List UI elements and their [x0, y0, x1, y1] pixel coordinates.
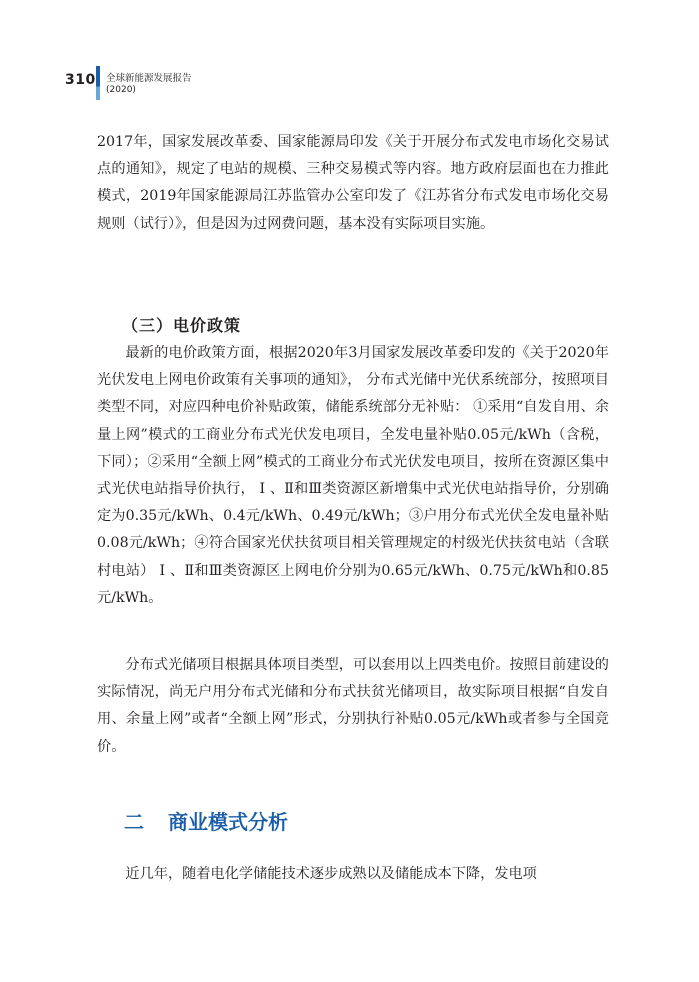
page-header	[65, 66, 365, 100]
paragraph-1: 2017年，国家发展改革委、国家能源局印发《关于开展分布式发电市场化交易试点的通知》，规定了电站的规模、三种交易模式等内容。地方政府层面也在力推此模式，2019年国家能源局江苏监管办公室印发了《江苏省分布式发电市场化交易规则（试行）》，但是因为过网费问题，基本没有实际项目实施。	[97, 134, 609, 232]
section-title: 商业模式分析	[168, 810, 288, 834]
header-accent-bar	[96, 66, 100, 100]
paragraph-4: 近几年，随着电化学储能技术逐步成熟以及储能成本下降，发电项	[125, 866, 537, 882]
paragraph-2: 最新的电价政策方面，根据2020年3月国家发展改革委印发的《关于2020年光伏发电上网电价政策有关事项的通知》， 分布式光储中光伏系统部分，按照项目类型不同，对应四种电价补贴政策，储能系统部分无补贴： ①采用“自发自用、余量上网”模式的工商业分布式光伏发电项目，全发电量补贴0.05元/kWh（含税，下同）；②采用“全额上网”模式的工商业分布式光伏发电项目，按所在资源区集中式光伏电站指导价执行， Ⅰ 、Ⅱ和Ⅲ类资源区新增集中式光伏电站指导价，分别确定为0.35元/kWh、0.4元/kWh、0.49元/kWh；③户用分布式光伏全发电量补贴0.08元/kWh；④符合国家光伏扶贫项目相关管理规定的村级光伏扶贫电站（含联村电站） Ⅰ 、Ⅱ和Ⅲ类资源区上网电价分别为0.65元/kWh、0.75元/kWh和0.85元/kWh。	[97, 345, 609, 606]
subheading-electricity-price-policy: （三）电价政策	[122, 316, 242, 335]
page-number: 310	[65, 72, 96, 88]
book-year: (2020)	[106, 85, 136, 95]
section-heading	[124, 806, 288, 835]
section-number: 二	[124, 810, 144, 834]
book-title: 全球新能源发展报告	[106, 73, 192, 84]
paragraph-3: 分布式光储项目根据具体项目类型，可以套用以上四类电价。按照目前建设的实际情况，尚无户用分布式光储和分布式扶贫光储项目，故实际项目根据“自发自用、余量上网”或者“全额上网”形式，分别执行补贴0.05元/kWh或者参与全国竞价。	[97, 657, 609, 755]
